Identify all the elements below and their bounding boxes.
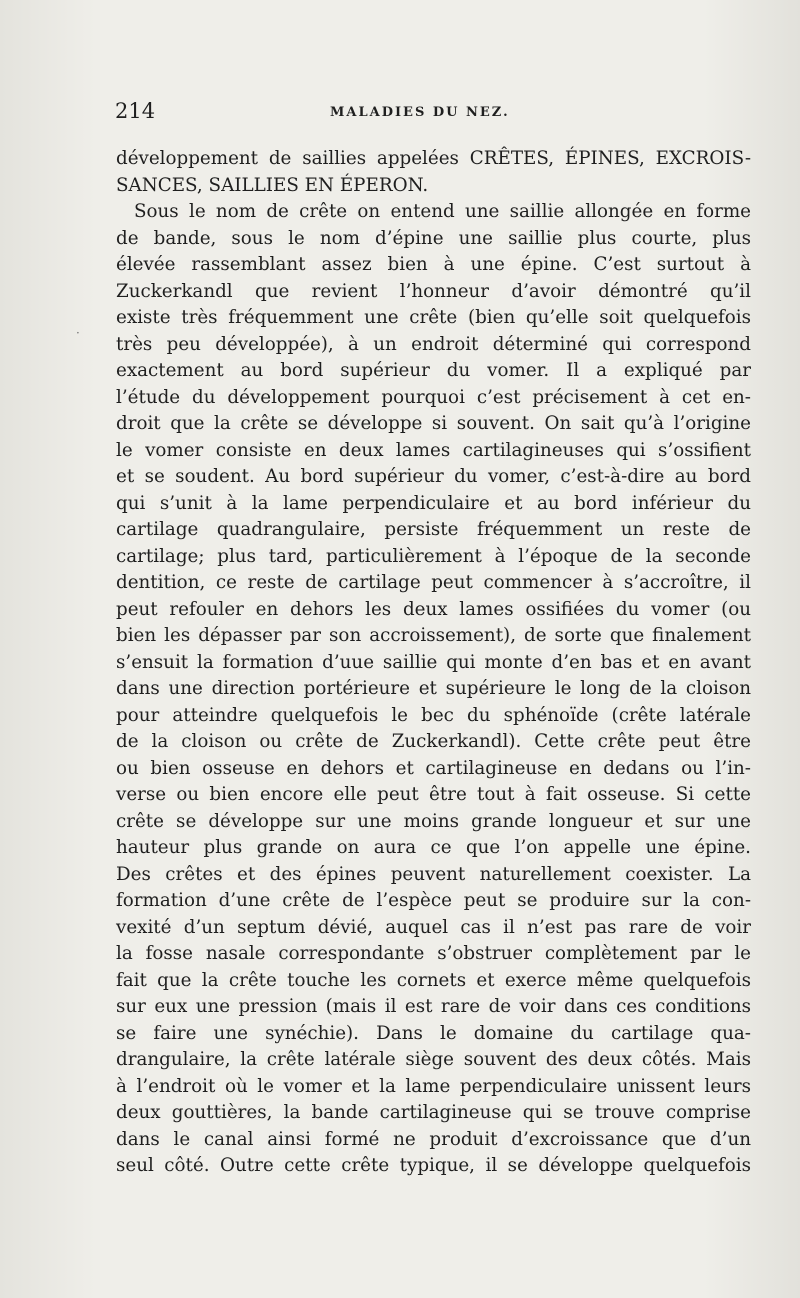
text-line: bien les dépasser par son accroissement), de sorte que finalement [116, 625, 751, 646]
text-line: dans le canal ainsi formé ne produit d’excroissance que d’un [116, 1128, 751, 1150]
text-line: formation d’une crête de l’espèce peut se produire sur la con- [116, 890, 751, 911]
text-line: dans une direction portérieure et supérieure le long de la cloison [116, 678, 751, 699]
page-header [115, 99, 755, 129]
text-line: Des crêtes et des épines peuvent naturellement coexister. La [116, 863, 751, 885]
text-line: droit que la crête se développe si souvent. On sait qu’à l’origine [116, 413, 751, 434]
text-line: seul côté. Outre cette crête typique, il se développe quelquefois [116, 1155, 751, 1176]
running-title: MALADIES DU NEZ. [330, 105, 510, 120]
text-line: le vomer consiste en deux lames cartilagineuses qui s’ossifient [116, 439, 751, 461]
text-line: se faire une synéchie). Dans le domaine du cartilage qua- [116, 1022, 751, 1044]
text-line: très peu développée), à un endroit déterminé qui correspond [116, 333, 751, 355]
page-number: 214 [115, 99, 156, 123]
text-line: de bande, sous le nom d’épine une saillie plus courte, plus [116, 227, 751, 249]
text-line: crête se développe sur une moins grande longueur et sur une [116, 810, 751, 832]
text-line: cartilage; plus tard, particulièrement à l’époque de la seconde [116, 545, 751, 567]
text-line: Sous le nom de crête on entend une saillie allongée en forme [134, 201, 751, 222]
text-line: s’ensuit la formation d’uue saillie qui monte d’en bas et en avant [116, 651, 751, 673]
text-line: la fosse nasale correspondante s’obstruer complètement par le [116, 943, 751, 964]
text-line: et se soudent. Au bord supérieur du vomer, c’est-à-dire au bord [116, 466, 751, 487]
margin-mark: · [76, 326, 80, 340]
text-line: existe très fréquemment une crête (bien qu’elle soit quelquefois [116, 307, 751, 328]
text-line: cartilage quadrangulaire, persiste fréquemment un reste de [116, 519, 751, 540]
body-text [116, 146, 751, 1180]
text-line: sur eux une pression (mais il est rare de voir dans ces conditions [116, 996, 751, 1017]
text-line: de la cloison ou crête de Zuckerkandl). Cette crête peut être [116, 731, 751, 752]
text-line: à l’endroit où le vomer et la lame perpendiculaire unissent leurs [116, 1075, 751, 1097]
text-line: pour atteindre quelquefois le bec du sphénoïde (crête latérale [116, 704, 751, 726]
text-line: Zuckerkandl que revient l’honneur d’avoir démontré qu’il [116, 280, 751, 302]
text-line: exactement au bord supérieur du vomer. Il a expliqué par [116, 360, 751, 381]
text-line: dentition, ce reste de cartilage peut commencer à s’accroître, il [116, 572, 751, 593]
text-line: verse ou bien encore elle peut être tout à fait osseuse. Si cette [116, 784, 751, 805]
text-line: fait que la crête touche les cornets et exerce même quelquefois [116, 969, 751, 991]
text-line: qui s’unit à la lame perpendiculaire et au bord inférieur du [116, 492, 751, 514]
text-line: développement de saillies appelées CRÊTES, ÉPINES, EXCROIS- [116, 148, 751, 169]
text-line: deux gouttières, la bande cartilagineuse qui se trouve comprise [116, 1102, 751, 1123]
text-line: SANCES, SAILLIES EN ÉPERON. [116, 174, 429, 196]
text-line: vexité d’un septum dévié, auquel cas il n’est pas rare de voir [116, 916, 751, 938]
text-line: drangulaire, la crête latérale siège souvent des deux côtés. Mais [116, 1049, 751, 1070]
text-line: peut refouler en dehors les deux lames ossifiées du vomer (ou [116, 598, 751, 620]
text-line: l’étude du développement pourquoi c’est précisement à cet en- [116, 386, 751, 408]
text-line: ou bien osseuse en dehors et cartilagineuse en dedans ou l’in- [116, 757, 751, 779]
text-line: élevée rassemblant assez bien à une épine. C’est surtout à [116, 254, 751, 275]
text-line: hauteur plus grande on aura ce que l’on appelle une épine. [116, 837, 751, 858]
